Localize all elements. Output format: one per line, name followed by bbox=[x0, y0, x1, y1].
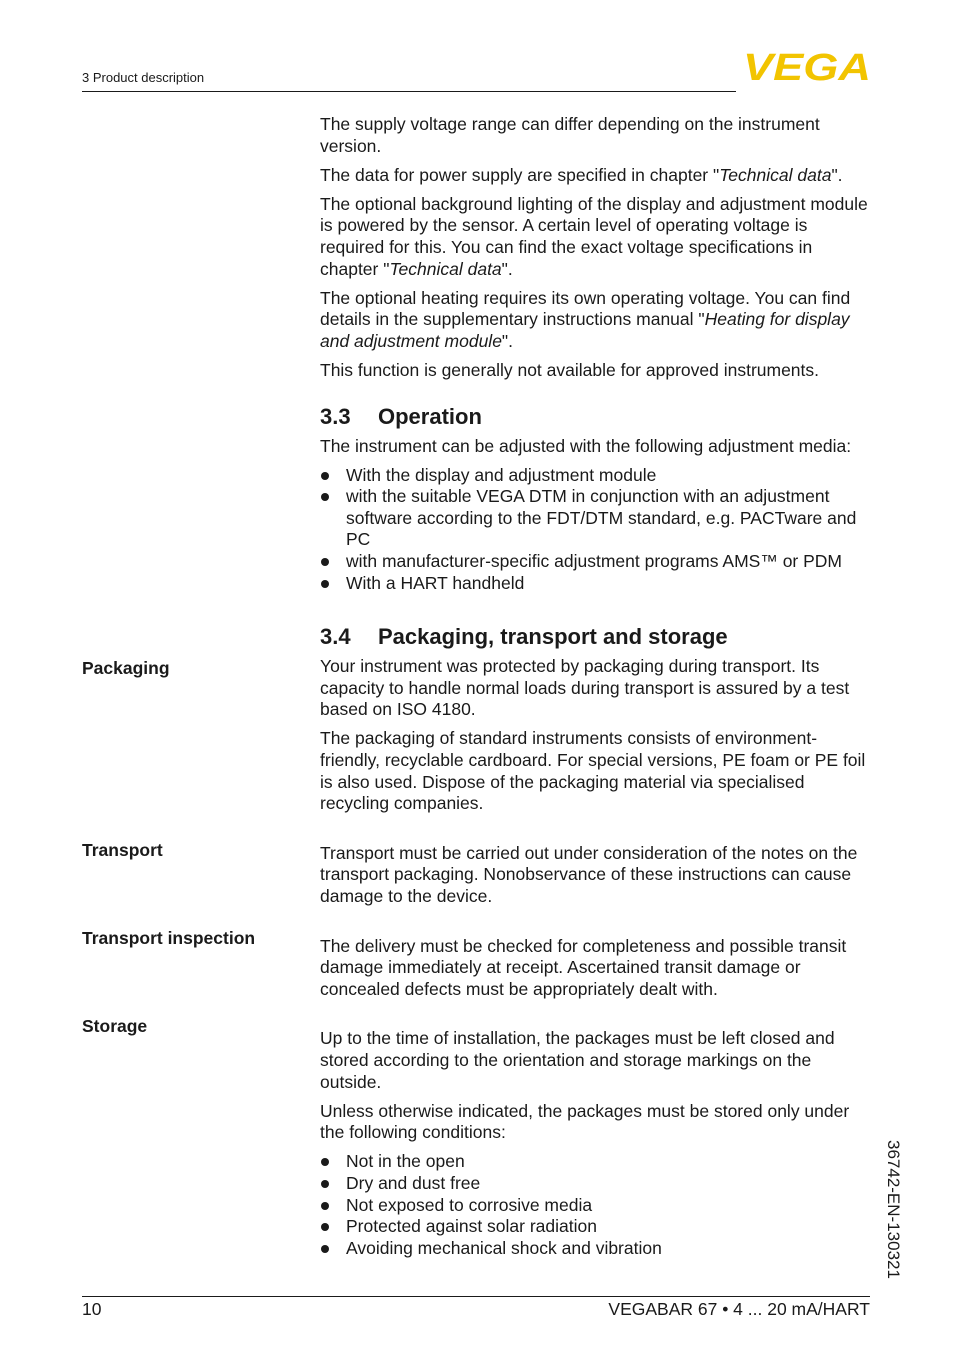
adjustment-media-list bbox=[320, 465, 875, 595]
paragraph: The packaging of standard instruments consists of environment-friendly, recyclable cardboard. For special versions, PE foam or PE foil is also used. Dispose of the packaging material via specialised recycling companies. bbox=[320, 728, 866, 814]
paragraph: The instrument can be adjusted with the following adjustment media: bbox=[320, 435, 852, 456]
header-rule bbox=[82, 91, 736, 92]
list-item: Not exposed to corrosive media bbox=[320, 1195, 875, 1217]
paragraph: The data for power supply are specified in chapter "Technical data". bbox=[320, 164, 843, 185]
list-item: Not in the open bbox=[320, 1151, 875, 1173]
list-item: with the suitable VEGA DTM in conjunction with an adjustment software according to the FDT/DTM standard, e.g. PACTware and PC bbox=[320, 486, 875, 551]
logo-text: VEGA bbox=[743, 50, 871, 82]
section-heading-packaging: 3.4 Packaging, transport and storage bbox=[320, 624, 728, 650]
storage-conditions-list bbox=[320, 1151, 875, 1259]
margin-label-transport-inspection: Transport inspection bbox=[82, 928, 256, 948]
margin-label-packaging: Packaging bbox=[82, 658, 170, 678]
paragraph: This function is generally not available for approved instruments. bbox=[320, 359, 820, 380]
paragraph: The optional background lighting of the display and adjustment module is powered by the sensor. A certain level of operating voltage is required for this. You can find the exact voltage specifications in chapter "Technical data". bbox=[320, 193, 868, 279]
main-column bbox=[320, 114, 875, 1259]
margin-label-storage: Storage bbox=[82, 1016, 148, 1036]
paragraph: The optional heating requires its own operating voltage. You can find details in the supplementary instructions manual "Heating for display and adjustment module". bbox=[320, 287, 851, 351]
margin-label-transport: Transport bbox=[82, 840, 163, 860]
paragraph: The supply voltage range can differ depending on the instrument version. bbox=[320, 114, 820, 156]
paragraph: Up to the time of installation, the packages must be left closed and stored according to the orientation and storage markings on the outside. bbox=[320, 1028, 835, 1092]
section-heading-operation: 3.3 Operation bbox=[320, 403, 482, 429]
paragraph: Your instrument was protected by packaging during transport. Its capacity to handle normal loads during transport is assured by a test based on ISO 4180. bbox=[320, 656, 850, 720]
list-item: Protected against solar radiation bbox=[320, 1216, 875, 1238]
paragraph: Unless otherwise indicated, the packages must be stored only under the following conditions: bbox=[320, 1100, 850, 1143]
paragraph: The delivery must be checked for completeness and possible transit damage immediately at receipt. Ascertained transit damage or concealed defects must be appropriately dealt with. bbox=[320, 935, 847, 999]
page-number: 10 bbox=[82, 1299, 102, 1319]
paragraph: Transport must be carried out under consideration of the notes on the transport packaging. Nonobservance of these instructions can cause damage to the device. bbox=[320, 842, 858, 907]
list-item: with manufacturer-specific adjustment programs AMS™ or PDM bbox=[320, 551, 875, 573]
list-item: Avoiding mechanical shock and vibration bbox=[320, 1238, 875, 1260]
running-header: 3 Product description bbox=[82, 70, 205, 85]
vega-logo bbox=[742, 50, 872, 82]
list-item: With the display and adjustment module bbox=[320, 465, 875, 487]
document-id: 36742-EN-130321 bbox=[884, 1140, 903, 1279]
product-name: VEGABAR 67 • 4 ... 20 mA/HART bbox=[608, 1299, 870, 1319]
list-item: Dry and dust free bbox=[320, 1173, 875, 1195]
footer-rule bbox=[82, 1296, 870, 1297]
list-item: With a HART handheld bbox=[320, 573, 875, 595]
